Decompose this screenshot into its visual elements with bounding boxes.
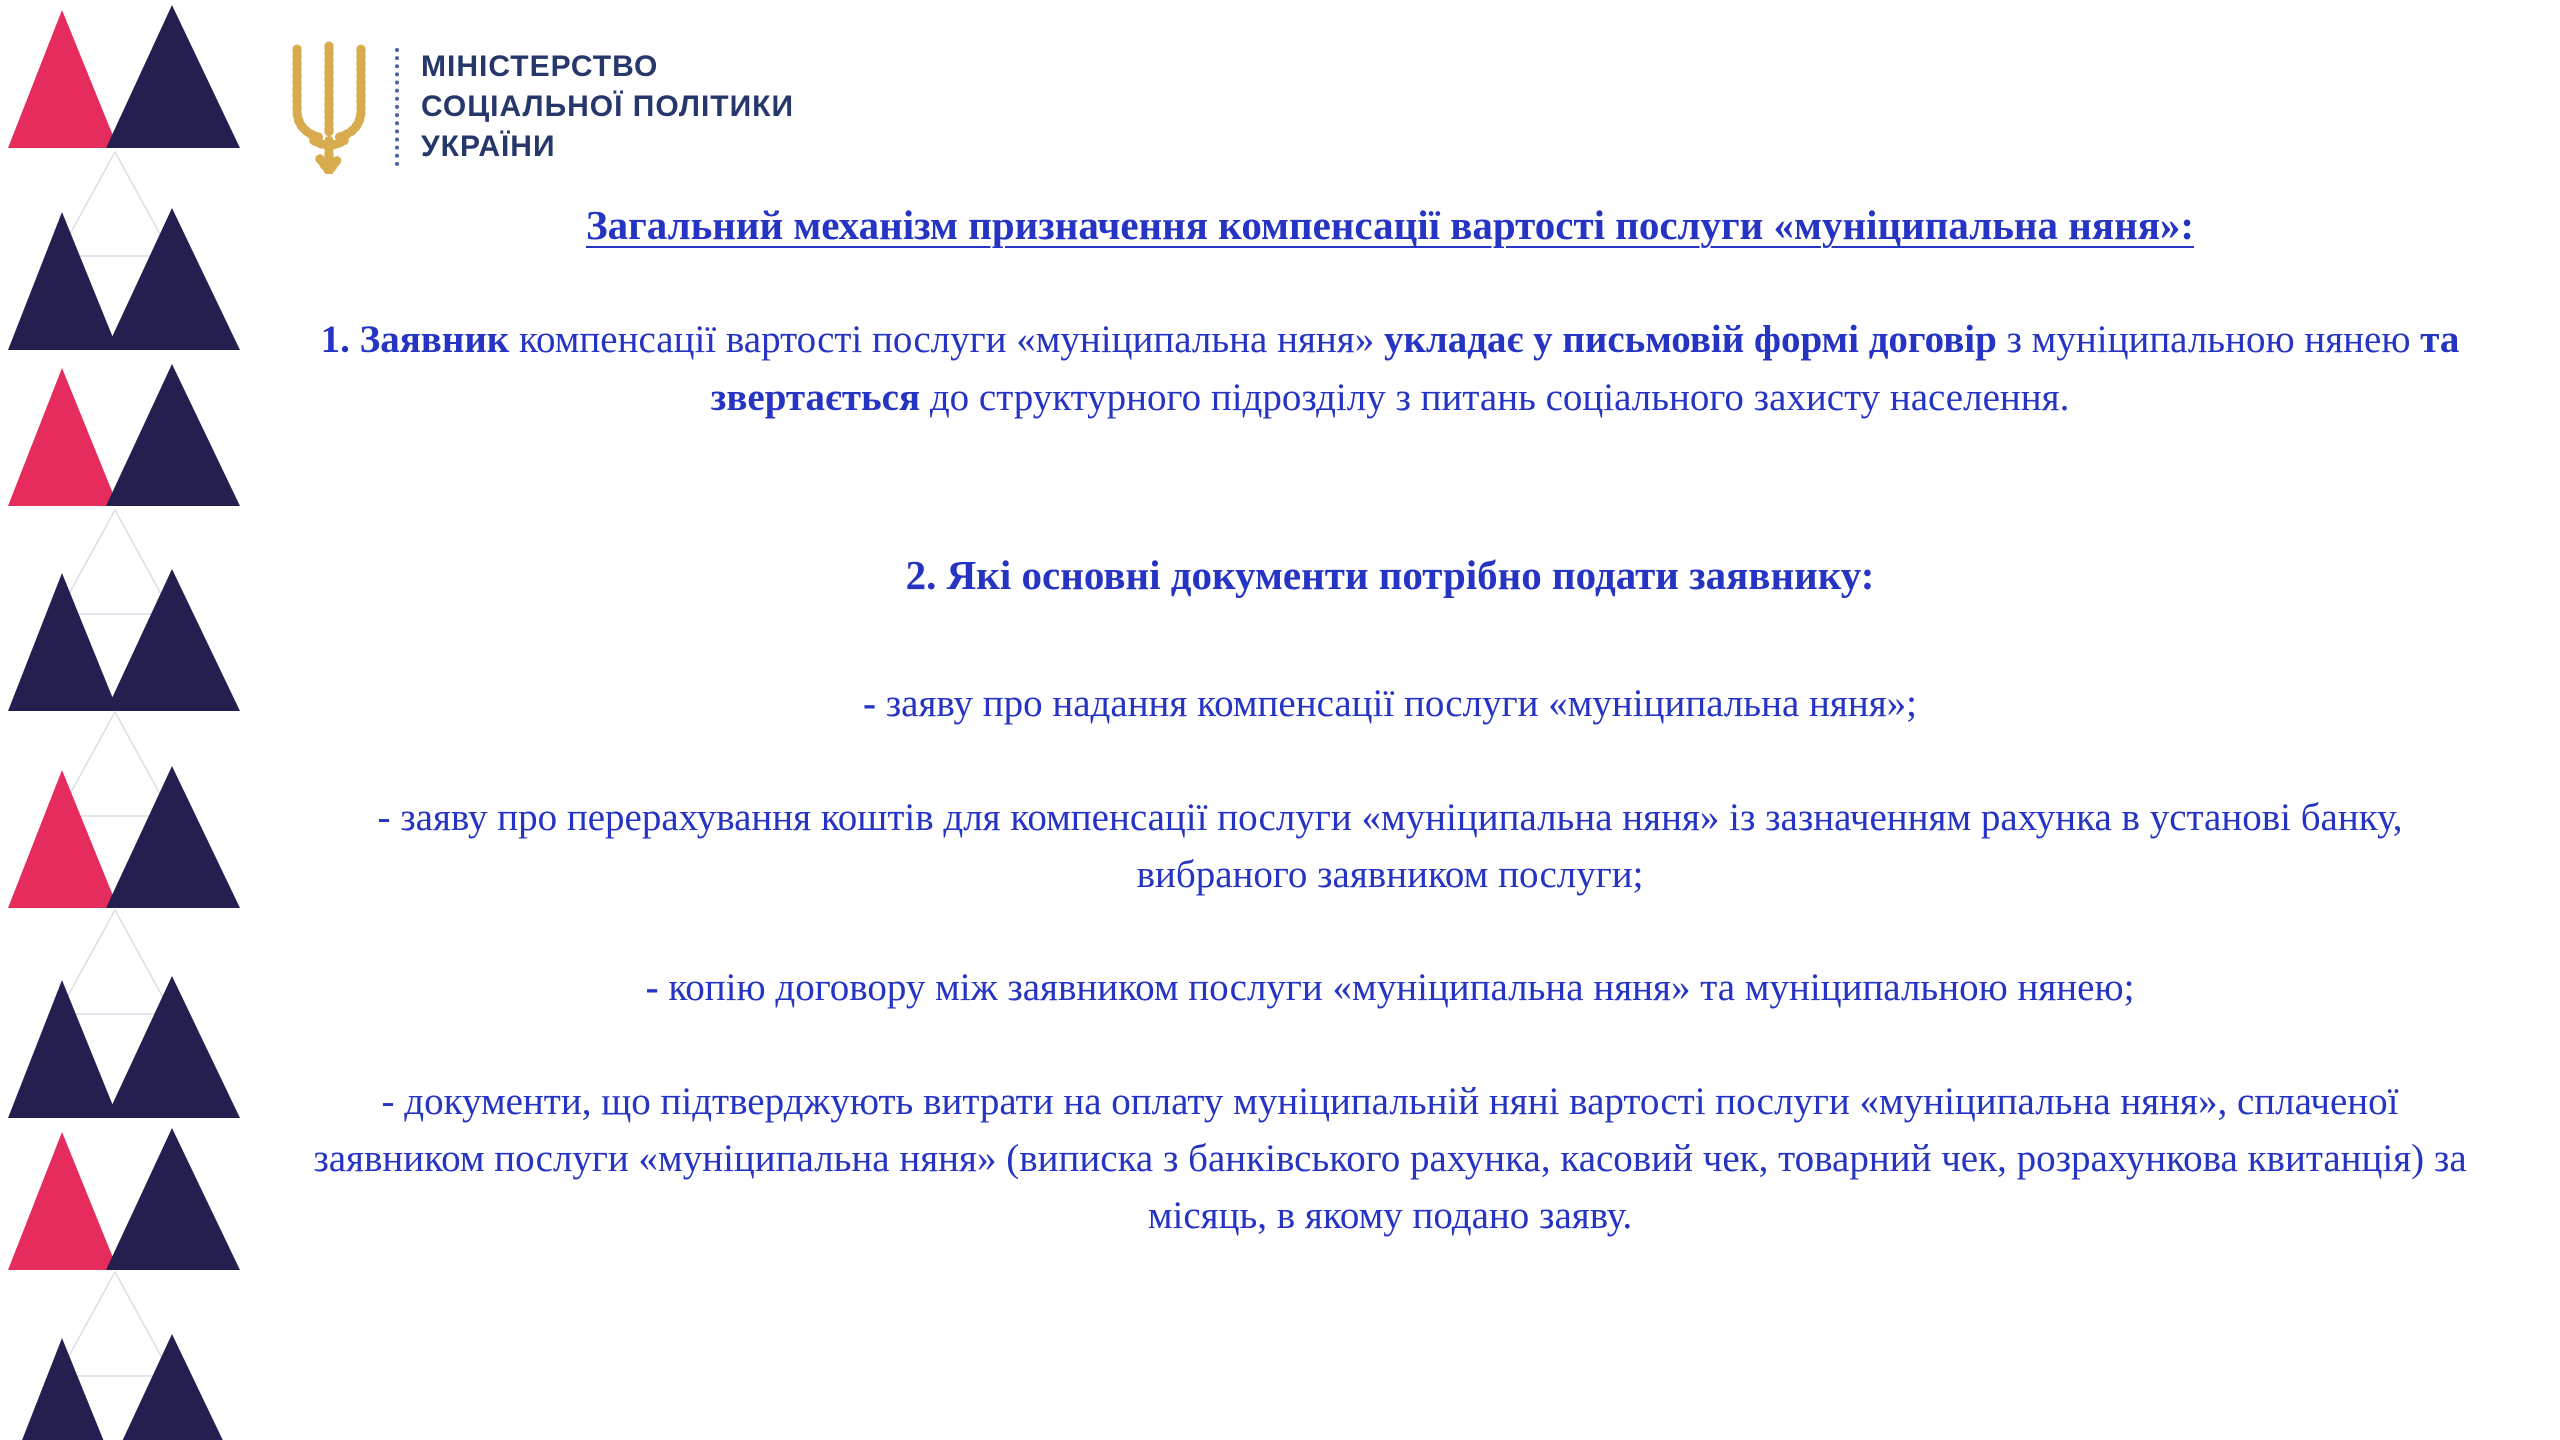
logo-divider bbox=[395, 48, 399, 166]
decorative-triangles bbox=[0, 0, 250, 1440]
ministry-logo bbox=[283, 40, 794, 174]
ministry-name-line2: СОЦІАЛЬНОЇ ПОЛІТИКИ bbox=[421, 90, 795, 123]
bullet-application-grant: - заяву про надання компенсації послуги «муніципальна няня»; bbox=[863, 682, 1917, 726]
slide-title: Загальний механізм призначення компенсації вартості послуги «муніципальна няня»: bbox=[585, 202, 2195, 248]
ministry-name-line1: МІНІСТЕРСТВО bbox=[421, 50, 659, 83]
section2-title: 2. Які основні документи потрібно подати заявнику: bbox=[905, 552, 1875, 598]
ministry-name-line3: УКРАЇНИ bbox=[421, 130, 556, 163]
bullet-application-transfer: - заяву про перерахування коштів для компенсації послуги «муніципальна няня» із зазначенням рахунка в установі банку, вибраного заявником послуги; bbox=[377, 795, 2403, 896]
slide-content bbox=[260, 198, 2520, 1245]
bullet-payment-documents: - документи, що підтверджують витрати на оплату муніципальній няні вартості послуги «муніципальна няня», сплаченої заявником послуги «муніципальна няня» (виписка з банківського рахунка, касовий чек, товарний чек, розрахункова квитанція) за місяць, в якому подано заяву. bbox=[313, 1079, 2467, 1238]
paragraph-step1: 1. Заявник компенсації вартості послуги «муніципальна няня» укладає у письмовій формі договір з муніципальною нянею та звертається до структурного підрозділу з питань соціального захисту населення. bbox=[320, 318, 2460, 419]
trident-icon bbox=[283, 40, 375, 174]
bullet-contract-copy: - копію договору між заявником послуги «муніципальна няня» та муніципальною нянею; bbox=[645, 966, 2135, 1010]
ministry-name bbox=[421, 47, 794, 167]
